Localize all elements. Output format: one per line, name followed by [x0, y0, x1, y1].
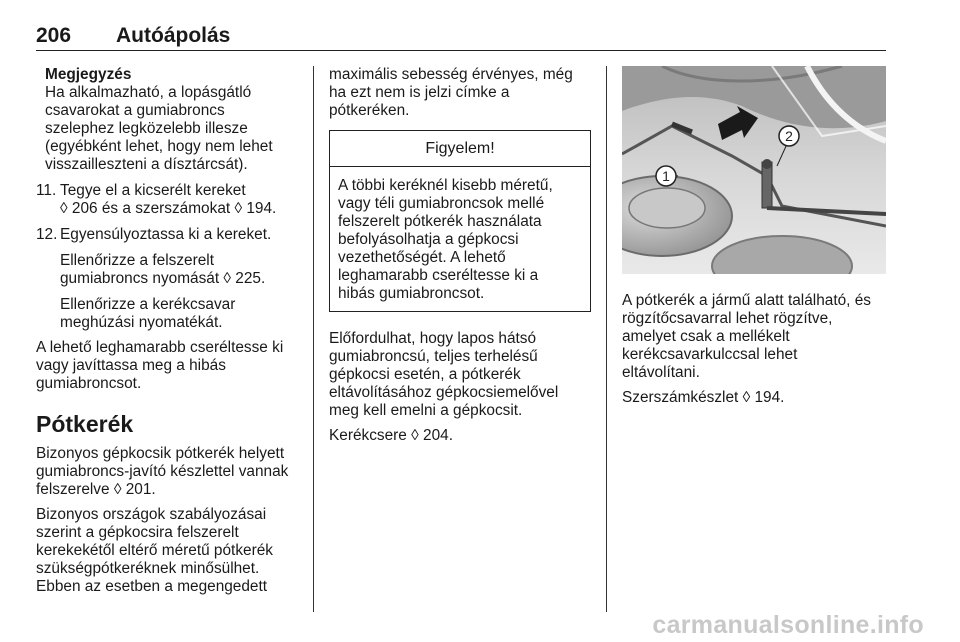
text-line: Ebben az esetben a megengedett	[36, 578, 268, 595]
cross-ref-link[interactable]: 201.	[125, 481, 156, 498]
column-3	[622, 292, 892, 407]
text-line: gumiabroncsot.	[36, 375, 142, 392]
text-line: kerékcsavarkulccsal lehet	[622, 346, 798, 363]
sub-text: gumiabroncs nyomását	[60, 270, 220, 287]
ref-icon: ◊	[60, 200, 68, 217]
note-block	[36, 66, 306, 174]
text-line: pótkeréken.	[329, 102, 410, 119]
list-number: 12.	[36, 226, 58, 243]
note-line: visszailleszteni a dísztárcsát).	[45, 156, 248, 173]
spare-wheel-illustration	[622, 66, 886, 274]
note-line: szelephez legközelebb illesze	[45, 120, 248, 137]
text-line: gumiabroncsú, teljes terhelésű	[329, 348, 538, 365]
text-line: kerekekétől eltérő méretű pótkerék	[36, 542, 273, 559]
text-line: vezethetőségét. A lehető	[338, 249, 506, 266]
cross-ref-link[interactable]: 225.	[235, 270, 266, 287]
text-line: gépkocsi esetén, a pótkerék	[329, 366, 521, 383]
cross-ref-link[interactable]: 194.	[246, 200, 277, 217]
text-line: Bizonyos országok szabályozásai	[36, 506, 267, 523]
paragraph	[329, 427, 599, 445]
sub-text: Ellenőrizze a kerékcsavar	[60, 296, 236, 313]
text-line: Kerékcsere	[329, 427, 407, 444]
watermark: carmanualsonline.info	[652, 611, 924, 639]
text-line: rögzítőcsavarral lehet rögzítve,	[622, 310, 833, 327]
page-header	[36, 24, 886, 51]
text-line: eltávolításához gépkocsiemelővel	[329, 384, 559, 401]
text-line: vagy téli gumiabroncsok mellé	[338, 195, 545, 212]
sub-item-torque	[36, 296, 306, 332]
warning-body	[330, 167, 590, 311]
list-number: 11.	[36, 182, 57, 199]
warning-box	[329, 130, 591, 312]
sub-text: meghúzási nyomatékát.	[60, 314, 223, 331]
list-item-12	[36, 226, 306, 244]
text-line: szerint a gépkocsira felszerelt	[36, 524, 239, 541]
text-line: gumiabroncs-javító készlettel vannak	[36, 463, 289, 480]
ref-icon: ◊	[113, 481, 122, 498]
paragraph	[36, 339, 306, 393]
paragraph	[622, 389, 892, 407]
text-line: meg kell emelni a gépkocsit.	[329, 402, 523, 419]
note-line: Ha alkalmazható, a lopásgátló	[45, 84, 252, 101]
paragraph	[329, 66, 599, 120]
callout-2-label: 2	[785, 128, 793, 144]
sub-text: Ellenőrizze a felszerelt	[60, 252, 214, 269]
ref-icon: ◊	[223, 270, 232, 287]
section-heading: Pótkerék	[36, 411, 134, 437]
column-2	[329, 66, 599, 445]
text-line: A pótkerék a jármű alatt található, és	[622, 292, 871, 309]
text-line: befolyásolhatja a gépkocsi	[338, 231, 519, 248]
list-text: Tegye el a kicserélt kereket	[60, 182, 246, 199]
column-1	[36, 66, 306, 596]
cross-ref-link[interactable]: 206 és a szerszámokat	[71, 200, 231, 217]
text-line: eltávolítani.	[622, 364, 700, 381]
ref-icon: ◊	[411, 427, 419, 444]
cross-ref-link[interactable]: 194.	[754, 389, 785, 406]
ref-icon: ◊	[234, 200, 243, 217]
text-line: szükségpótkeréknek minősülhet.	[36, 560, 260, 577]
column-divider-1	[313, 66, 314, 612]
text-line: Előfordulhat, hogy lapos hátsó	[329, 330, 537, 347]
ref-icon: ◊	[742, 389, 751, 406]
text-line: ha ezt nem is jelzi címke a	[329, 84, 510, 101]
text-line: leghamarabb cseréltesse ki a	[338, 267, 539, 284]
text-line: maximális sebesség érvényes, még	[329, 66, 573, 83]
paragraph	[622, 292, 892, 382]
text-line: felszerelt pótkerék használata	[338, 213, 542, 230]
column-divider-2	[606, 66, 607, 612]
note-title: Megjegyzés	[45, 66, 132, 83]
text-line: hibás gumiabroncsot.	[338, 285, 485, 302]
text-line: Bizonyos gépkocsik pótkerék helyett	[36, 445, 285, 462]
paragraph	[36, 445, 306, 499]
paragraph	[36, 506, 306, 596]
callout-1-label: 1	[662, 168, 670, 184]
chapter-title: Autóápolás	[116, 24, 231, 47]
text-line: A többi keréknél kisebb méretű,	[338, 177, 553, 194]
text-line: Szerszámkészlet	[622, 389, 739, 406]
page-number: 206	[36, 24, 72, 47]
text-line: amelyet csak a mellékelt	[622, 328, 790, 345]
text-line: vagy javíttassa meg a hibás	[36, 357, 226, 374]
list-item-11	[36, 182, 306, 218]
list-text: Egyensúlyoztassa ki a kereket.	[60, 226, 272, 243]
text-line: felszerelve	[36, 481, 110, 498]
warning-title: Figyelem!	[330, 131, 590, 167]
sub-item-pressure	[36, 252, 306, 288]
note-line: (egyébként lehet, hogy nem lehet	[45, 138, 273, 155]
cross-ref-link[interactable]: 204.	[423, 427, 453, 444]
note-line: csavarokat a gumiabroncs	[45, 102, 225, 119]
text-line: A lehető leghamarabb cseréltesse ki	[36, 339, 284, 356]
paragraph	[329, 330, 599, 420]
